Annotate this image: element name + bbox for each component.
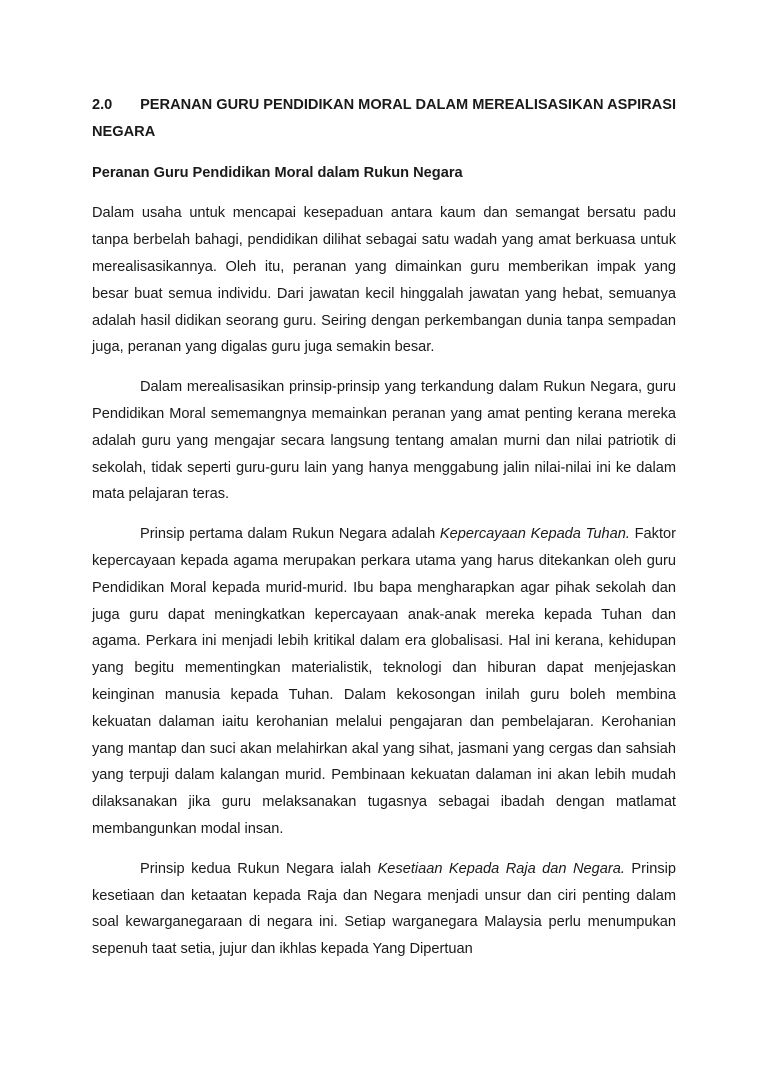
paragraph-3-lead: Prinsip pertama dalam Rukun Negara adalah (140, 526, 440, 543)
document-page (92, 92, 676, 963)
section-title: PERANAN GURU PENDIDIKAN MORAL DALAM MEREALISASIKAN ASPIRASI NEGARA (92, 97, 676, 140)
paragraph-4 (92, 856, 676, 963)
paragraph-3 (92, 521, 676, 843)
paragraph-4-lead: Prinsip kedua Rukun Negara ialah (140, 860, 378, 877)
paragraph-4-emphasis: Kesetiaan Kepada Raja dan Negara. (377, 860, 625, 877)
paragraph-3-emphasis: Kepercayaan Kepada Tuhan. (439, 526, 630, 543)
section-heading (92, 92, 676, 146)
paragraph-3-rest: Faktor kepercayaan kepada agama merupakan perkara utama yang harus ditekankan oleh guru Pendidikan Moral kepada murid-murid. Ibu bapa mengharapkan agar pihak sekolah dan juga guru dapat meningkatkan kepercayaan anak-anak mereka kepada Tuhan dan agama. Perkara ini menjadi lebih kritikal dalam era globalisasi. Hal ini kerana, kehidupan yang begitu mementingkan materialistik, teknologi dan hiburan dapat menjejaskan keinginan manusia kepada Tuhan. Dalam kekosongan inilah guru boleh membina kekuatan dalaman iaitu kerohanian melalui pengajaran dan pembelajaran. Kerohanian yang mantap dan suci akan melahirkan akal yang sihat, jasmani yang cergas dan sahsiah yang terpuji dalam kalangan murid. Pembinaan kekuatan dalaman ini akan lebih mudah dilaksanakan jika guru melaksanakan tugasnya sebagai ibadah dengan matlamat membangunkan modal insan. (92, 526, 676, 837)
section-number: 2.0 (92, 97, 113, 113)
subheading: Peranan Guru Pendidikan Moral dalam Rukun Negara (92, 164, 463, 181)
paragraph-4-rest: Prinsip kesetiaan dan ketaatan kepada Raja dan Negara menjadi unsur dan ciri penting dalam soal kewarganegaraan di negara ini. Setiap warganegara Malaysia perlu menumpukan sepenuh taat setia, jujur dan ikhlas kepada Yang Dipertuan (92, 860, 676, 958)
paragraph-1: Dalam usaha untuk mencapai kesepaduan antara kaum dan semangat bersatu padu tanpa berbelah bahagi, pendidikan dilihat sebagai satu wadah yang amat berkuasa untuk merealisasikannya. Oleh itu, peranan yang dimainkan guru memberikan impak yang besar buat semua individu. Dari jawatan kecil hinggalah jawatan yang hebat, semuanya adalah hasil didikan seorang guru. Seiring dengan perkembangan dunia tanpa sempadan juga, peranan yang digalas guru juga semakin besar. (92, 205, 676, 356)
paragraph-2: Dalam merealisasikan prinsip-prinsip yang terkandung dalam Rukun Negara, guru Pendidikan Moral sememangnya memainkan peranan yang amat penting kerana mereka adalah guru yang mengajar secara langsung tentang amalan murni dan nilai patriotik di sekolah, tidak seperti guru-guru lain yang hanya menggabung jalin nilai-nilai ini ke dalam mata pelajaran teras. (92, 379, 676, 503)
